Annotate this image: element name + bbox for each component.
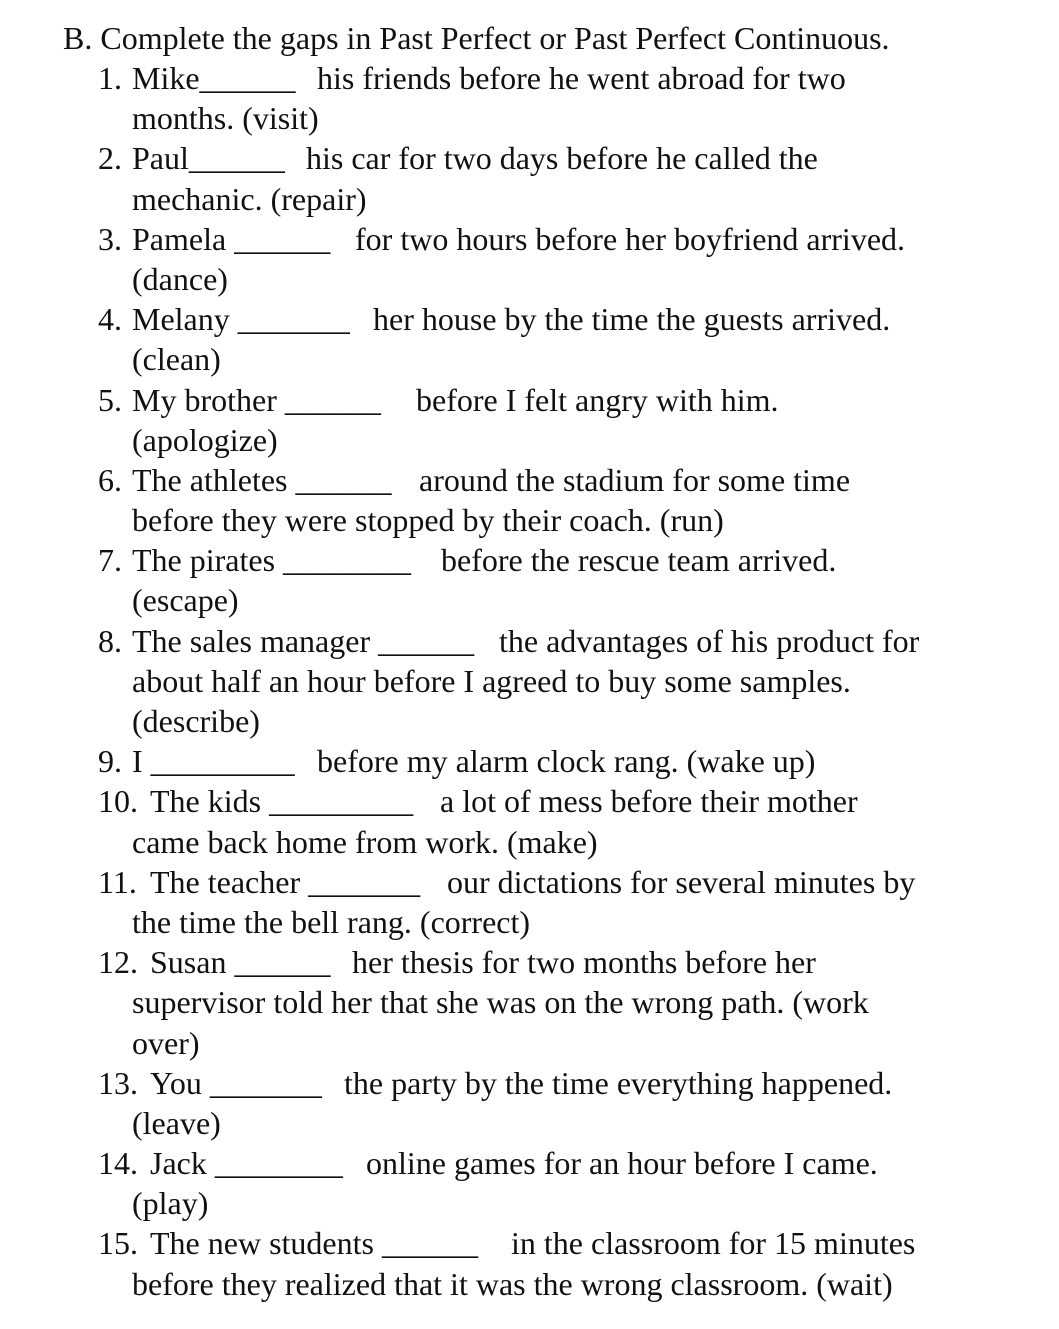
exercise-item [0, 862, 1059, 902]
item-number: 7. [98, 542, 122, 579]
item-continuation-text: the time the bell rang. (correct) [132, 903, 531, 940]
item-subject-with-gap: Melany _______ [132, 301, 350, 338]
exercise-item-continuation [0, 580, 1059, 620]
exercise-item [0, 942, 1059, 982]
item-sentence-rest: her house by the time the guests arrived. [373, 301, 891, 338]
item-continuation-text: before they realized that it was the wrong classroom. (wait) [132, 1265, 893, 1302]
exercise-item-continuation [0, 701, 1059, 741]
item-continuation-text: mechanic. (repair) [132, 180, 367, 217]
exercise-item [0, 1063, 1059, 1103]
exercise-item [0, 58, 1059, 98]
exercise-item-continuation [0, 500, 1059, 540]
item-sentence-rest: for two hours before her boyfriend arrived. [355, 220, 906, 257]
exercise-item [0, 299, 1059, 339]
item-continuation-text: (describe) [132, 703, 260, 739]
item-number: 8. [98, 622, 122, 659]
exercise-item [0, 219, 1059, 259]
item-subject-with-gap: I _________ [132, 743, 295, 780]
item-sentence-rest: the advantages of his product for [499, 622, 920, 659]
exercise-heading: B. Complete the gaps in Past Perfect or Past Perfect Continuous. [63, 20, 890, 56]
exercise-list [0, 58, 1059, 1304]
item-continuation-text: (dance) [132, 260, 228, 297]
item-subject-with-gap: Jack ________ [150, 1145, 343, 1182]
item-sentence-rest: his car for two days before he called the [306, 140, 818, 177]
item-continuation-text: (play) [132, 1185, 209, 1222]
exercise-item-continuation [0, 420, 1059, 460]
exercise-item-continuation [0, 1183, 1059, 1223]
exercise-item-continuation [0, 982, 1059, 1022]
item-sentence-rest: in the classroom for 15 minutes [511, 1225, 916, 1262]
item-continuation-text: over) [132, 1024, 200, 1061]
item-continuation-text: (leave) [132, 1104, 221, 1141]
item-continuation-text: about half an hour before I agreed to buy some samples. [132, 662, 851, 699]
item-number: 13. [98, 1064, 138, 1101]
item-subject-with-gap: Pamela ______ [132, 220, 331, 257]
item-number: 3. [98, 220, 122, 257]
item-subject-with-gap: The athletes ______ [132, 461, 392, 498]
item-sentence-rest: online games for an hour before I came. [366, 1145, 878, 1182]
item-number: 12. [98, 944, 138, 981]
exercise-item [0, 621, 1059, 661]
item-sentence-rest: before I felt angry with him. [416, 381, 779, 418]
item-number: 14. [98, 1145, 138, 1182]
item-subject-with-gap: The pirates ________ [132, 542, 412, 579]
item-number: 6. [98, 461, 122, 498]
item-sentence-rest: the party by the time everything happened. [344, 1064, 893, 1101]
item-continuation-text: (apologize) [132, 421, 278, 458]
item-number: 5. [98, 381, 122, 418]
item-subject-with-gap: The kids _________ [150, 783, 414, 820]
item-sentence-rest: a lot of mess before their mother [440, 783, 858, 820]
exercise-item [0, 380, 1059, 420]
exercise-item [0, 138, 1059, 178]
item-continuation-text: (escape) [132, 582, 239, 619]
item-number: 2. [98, 140, 122, 177]
exercise-item-continuation [0, 661, 1059, 701]
item-sentence-rest: before my alarm clock rang. (wake up) [317, 743, 816, 780]
exercise-item [0, 1143, 1059, 1183]
item-continuation-text: came back home from work. (make) [132, 823, 598, 860]
exercise-item [0, 540, 1059, 580]
exercise-item [0, 460, 1059, 500]
item-subject-with-gap: The sales manager ______ [132, 622, 475, 659]
item-sentence-rest: her thesis for two months before her [352, 944, 816, 981]
item-number: 4. [98, 301, 122, 338]
item-continuation-text: (clean) [132, 341, 221, 378]
exercise-item-continuation [0, 1023, 1059, 1063]
item-subject-with-gap: Mike______ [132, 60, 296, 96]
item-continuation-text: before they were stopped by their coach. (run) [132, 502, 724, 539]
exercise-item-continuation [0, 339, 1059, 379]
item-sentence-rest: our dictations for several minutes by [447, 863, 916, 900]
item-subject-with-gap: You _______ [150, 1064, 322, 1101]
item-sentence-rest: around the stadium for some time [419, 461, 851, 498]
item-number: 11. [98, 863, 137, 900]
exercise-item-continuation [0, 902, 1059, 942]
item-sentence-rest: his friends before he went abroad for two [317, 60, 846, 96]
exercise-item-continuation [0, 1264, 1059, 1304]
exercise-item-continuation [0, 179, 1059, 219]
item-continuation-text: supervisor told her that she was on the wrong path. (work [132, 984, 869, 1021]
item-subject-with-gap: My brother ______ [132, 381, 381, 418]
exercise-item-continuation [0, 98, 1059, 138]
exercise-item [0, 781, 1059, 821]
item-sentence-rest: before the rescue team arrived. [441, 542, 837, 579]
item-subject-with-gap: Susan ______ [150, 944, 331, 981]
item-number: 1. [98, 60, 122, 96]
exercise-item-continuation [0, 822, 1059, 862]
item-subject-with-gap: The new students ______ [150, 1225, 478, 1262]
exercise-item-continuation [0, 259, 1059, 299]
item-subject-with-gap: The teacher _______ [150, 863, 421, 900]
item-number: 10. [98, 783, 138, 820]
exercise-item [0, 741, 1059, 781]
exercise-item [0, 1223, 1059, 1263]
item-subject-with-gap: Paul______ [132, 140, 285, 177]
item-number: 9. [98, 743, 122, 780]
exercise-item-continuation [0, 1103, 1059, 1143]
item-number: 15. [98, 1225, 138, 1262]
item-continuation-text: months. (visit) [132, 100, 319, 137]
